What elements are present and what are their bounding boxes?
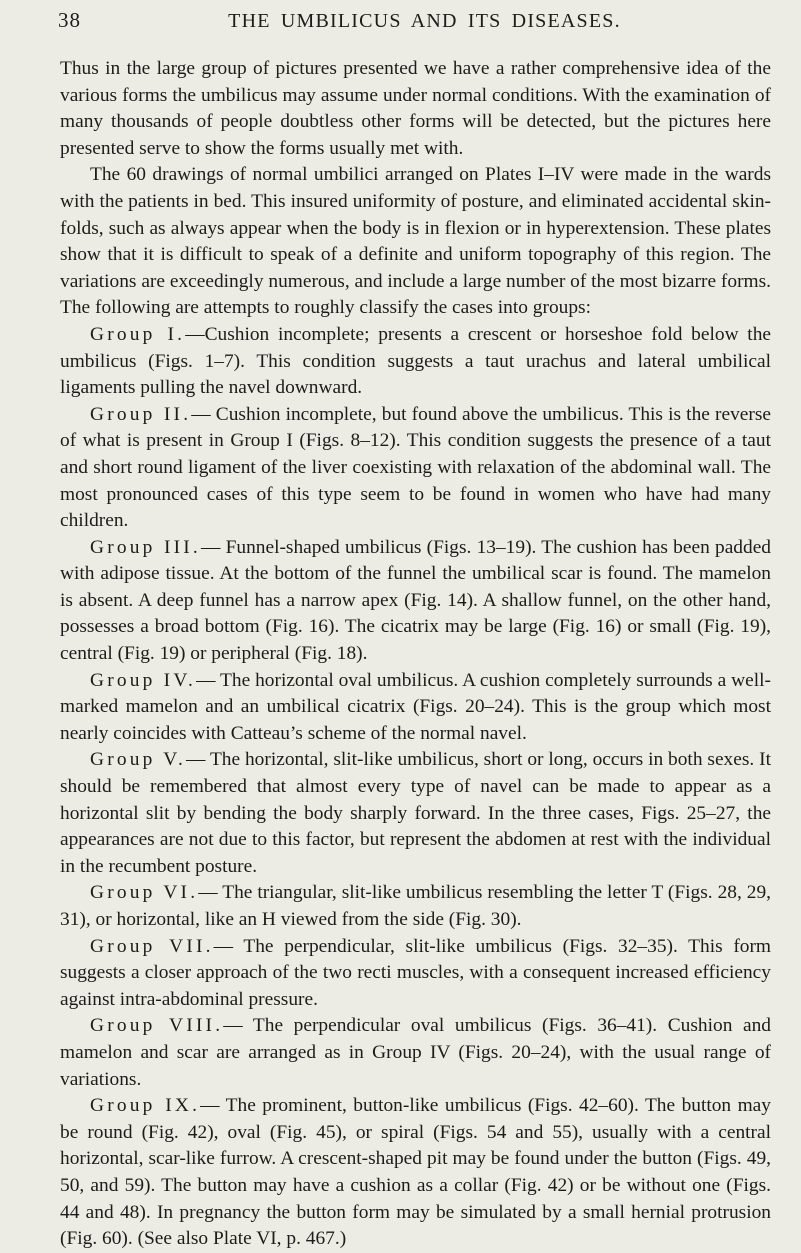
paragraph-text: — Cushion incomplete, but found above the umbilicus. This is the reverse of what is present in Group I (Figs. 8–12). This condition suggests the presence of a taut and short round ligament of the liver coexisting with relaxation of the abdominal wall. The most pronounced cases of this type seem to be found in women who have had many children. [60, 403, 771, 532]
running-head [60, 8, 771, 56]
paragraph-group-5 [60, 747, 771, 880]
paragraph-group-8 [60, 1013, 771, 1093]
group-heading: Group I. [90, 323, 186, 345]
paragraph-text: — The triangular, slit-like umbilicus resembling the letter T (Figs. 28, 29, 31), or horizontal, like an H viewed from the side (Fig. 30). [60, 882, 771, 930]
body-text [60, 56, 771, 1253]
paragraph-text: — The horizontal, slit-like umbilicus, short or long, occurs in both sexes. It should be remembered that almost every type of navel can be made to appear as a horizontal slit by bending the body sharply forward. In the three cases, Figs. 25–27, the appearances are not due to this factor, but represent the abdomen at rest with the individual in the recumbent posture. [60, 749, 771, 877]
group-heading: Group II. [90, 403, 192, 425]
paragraph-group-2 [60, 402, 771, 535]
paragraph-text: — Funnel-shaped umbilicus (Figs. 13–19). The cushion has been padded with adipose tissue. At the bottom of the funnel the umbilical scar is found. The mamelon is absent. A deep funnel has a narrow apex (Fig. 14). A shallow funnel, on the other hand, possesses a broad bottom (Fig. 16). The cicatrix may be large (Fig. 16) or small (Fig. 19), central (Fig. 19) or peripheral (Fig. 18). [60, 536, 771, 665]
paragraph-text: Thus in the large group of pictures presented we have a rather comprehensive idea of the various forms the umbilicus may assume under normal conditions. With the examination of many thousands of people doubtless other forms will be detected, but the pictures here presented serve to show the forms usually met with. [60, 58, 771, 159]
group-heading: Group VII. [90, 935, 214, 957]
group-heading: Group III. [90, 536, 201, 558]
paragraph-group-9 [60, 1093, 771, 1253]
paragraph-text: The 60 drawings of normal umbilici arranged on Plates I–IV were made in the wards with the patients in bed. This insured uniformity of posture, and eliminated accidental skin-folds, such as always appear when the body is in flexion or in hyperextension. These plates show that it is difficult to speak of a definite and uniform topography of this region. The variations are exceedingly numerous, and include a large number of the most bizarre forms. The following are attempts to roughly classify the cases into groups: [60, 164, 771, 319]
paragraph-text: — The perpendicular, slit-like umbilicus (Figs. 32–35). This form suggests a closer approach of the two recti muscles, with a consequent increased efficiency against intra-abdominal pressure. [60, 935, 772, 1010]
paragraph-group-6 [60, 880, 771, 933]
paragraph-text: —Cushion incomplete; presents a crescent or horseshoe fold below the umbilicus (Figs. 1–7). This condition suggests a taut urachus and lateral umbilical ligaments pulling the navel downward. [60, 323, 771, 399]
paragraph-intro [60, 56, 771, 162]
paragraph-group-3 [60, 535, 771, 668]
group-heading: Group V. [90, 749, 187, 771]
paragraph-group-7 [60, 934, 771, 1014]
group-heading: Group VI. [90, 882, 199, 904]
paragraph-text: — The horizontal oval umbilicus. A cushion completely surrounds a well-marked mamelon and an umbilical cicatrix (Figs. 20–24). This is the group which most nearly coincides with Catteau’s scheme of the normal navel. [60, 669, 771, 744]
group-heading: Group IX. [90, 1095, 201, 1117]
running-title: THE UMBILICUS AND ITS DISEASES. [228, 10, 621, 32]
paragraph-group-1 [60, 322, 771, 402]
page-number: 38 [58, 8, 81, 32]
group-heading: Group VIII. [90, 1015, 224, 1037]
paragraph-group-4 [60, 668, 771, 748]
paragraph-text: — The prominent, button-like umbilicus (Figs. 42–60). The button may be round (Fig. 42), oval (Fig. 45), or spiral (Figs. 54 and 55), usually with a central horizontal, scar-like furrow. A crescent-shaped pit may be found under the button (Figs. 49, 50, and 59). The button may have a cushion as a collar (Fig. 42) or be without one (Figs. 44 and 48). In pregnancy the button form may be simulated by a small hernial protrusion (Fig. 60). (See also Plate VI, p. 467.) [60, 1095, 771, 1250]
group-heading: Group IV. [90, 669, 197, 691]
paragraph-drawings [60, 162, 771, 322]
paragraph-text: — The perpendicular oval umbilicus (Figs. 36–41). Cushion and mamelon and scar are arranged as in Group IV (Figs. 20–24), with the usual range of variations. [60, 1015, 772, 1090]
